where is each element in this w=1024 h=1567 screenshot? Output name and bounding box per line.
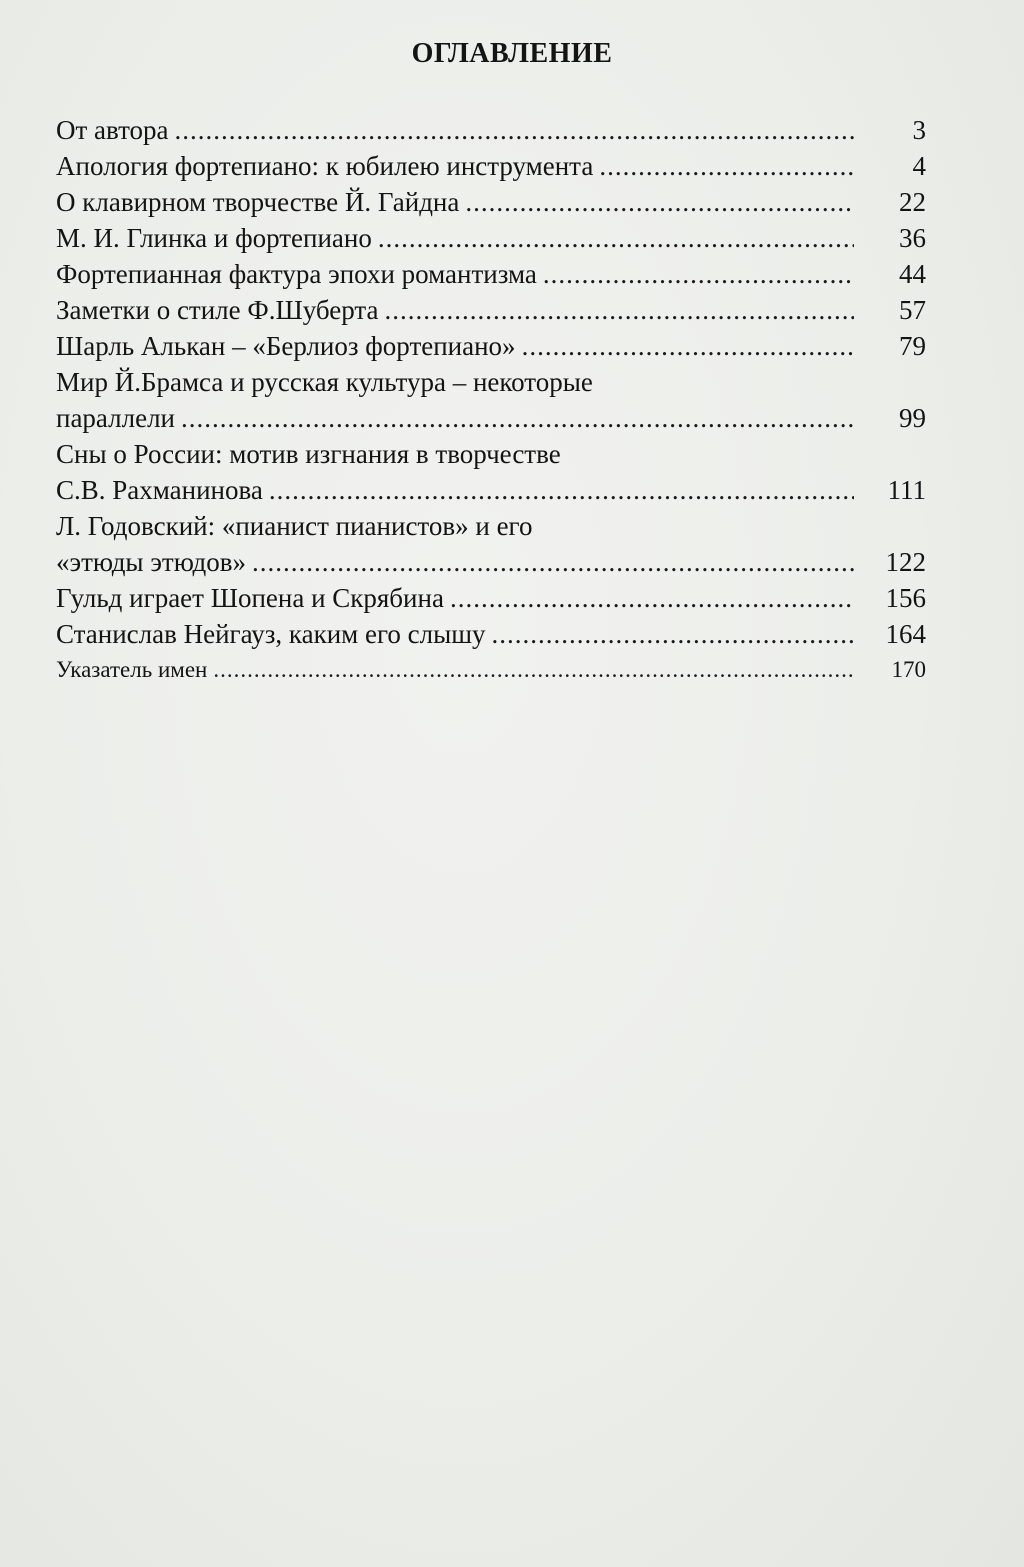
toc-entry-title: Гульд играет Шопена и Скрябина xyxy=(56,583,444,613)
toc-entry-line xyxy=(56,292,926,328)
toc-entry-title: Указатель имен xyxy=(56,657,208,682)
toc-entry xyxy=(56,220,926,256)
toc-entry-title: Апология фортепиано: к юбилею инструмента xyxy=(56,151,594,181)
toc-page-number: 44 xyxy=(899,259,926,289)
dot-leader xyxy=(378,220,854,256)
toc-entry-line xyxy=(56,148,926,184)
dot-leader xyxy=(175,112,854,148)
toc-entry-line xyxy=(56,508,926,544)
toc-entry-title: «этюды этюдов» xyxy=(56,547,246,577)
toc-entry-title: Фортепианная фактура эпохи романтизма xyxy=(56,259,537,289)
toc-entry-title: О клавирном творчестве Й. Гайдна xyxy=(56,187,460,217)
toc-entry-line xyxy=(56,112,926,148)
toc-page-number: 36 xyxy=(899,223,926,253)
dot-leader xyxy=(450,580,854,616)
dot-leader xyxy=(522,328,854,364)
toc-page-number: 57 xyxy=(899,295,926,325)
toc-entry-line xyxy=(56,580,926,616)
toc-entry xyxy=(56,436,926,508)
dot-leader xyxy=(269,472,854,508)
toc-entry-line xyxy=(56,472,926,508)
dot-leader xyxy=(543,256,854,292)
dot-leader xyxy=(492,616,854,652)
toc-page-number: 156 xyxy=(885,583,926,613)
toc-page-number: 4 xyxy=(912,151,926,181)
toc-page-number: 170 xyxy=(891,657,926,682)
toc-entry-line xyxy=(56,220,926,256)
toc-entry-line xyxy=(56,364,926,400)
table-of-contents xyxy=(56,112,926,688)
toc-entry-line xyxy=(56,544,926,580)
toc-page-number: 122 xyxy=(885,547,926,577)
dot-leader xyxy=(599,148,854,184)
toc-entry-title: Мир Й.Брамса и русская культура – некоторые xyxy=(56,367,593,397)
toc-entry xyxy=(56,184,926,220)
toc-entry xyxy=(56,364,926,436)
toc-entry-title: С.В. Рахманинова xyxy=(56,475,263,505)
toc-entry xyxy=(56,292,926,328)
toc-entry-line xyxy=(56,436,926,472)
dot-leader xyxy=(181,400,854,436)
toc-entry xyxy=(56,148,926,184)
toc-entry-line xyxy=(56,328,926,364)
toc-page-number: 111 xyxy=(887,475,926,505)
toc-heading: ОГЛАВЛЕНИЕ xyxy=(411,38,613,69)
toc-page-number: 99 xyxy=(899,403,926,433)
toc-entry-line xyxy=(56,256,926,292)
toc-entry xyxy=(56,580,926,616)
toc-entry xyxy=(56,112,926,148)
dot-leader xyxy=(252,544,854,580)
dot-leader xyxy=(384,292,854,328)
toc-entry xyxy=(56,652,926,688)
toc-entry xyxy=(56,328,926,364)
toc-page-number: 79 xyxy=(899,331,926,361)
toc-entry xyxy=(56,508,926,580)
toc-entry-title: Станислав Нейгауз, каким его слышу xyxy=(56,619,486,649)
toc-entry-title: Шарль Алькан – «Берлиоз фортепиано» xyxy=(56,331,516,361)
toc-entry xyxy=(56,616,926,652)
toc-entry-title: Заметки о стиле Ф.Шуберта xyxy=(56,295,379,325)
toc-entry-title: Л. Годовский: «пианист пианистов» и его xyxy=(56,511,533,541)
toc-entry xyxy=(56,256,926,292)
toc-entry-title: М. И. Глинка и фортепиано xyxy=(56,223,372,253)
toc-entry-line xyxy=(56,652,926,688)
toc-entry-line xyxy=(56,616,926,652)
toc-entry-title: параллели xyxy=(56,403,176,433)
toc-entry-title: От автора xyxy=(56,115,169,145)
dot-leader xyxy=(213,652,854,688)
toc-entry-line xyxy=(56,184,926,220)
toc-page-number: 22 xyxy=(899,187,926,217)
toc-entry-title: Сны о России: мотив изгнания в творчестве xyxy=(56,439,561,469)
toc-page-number: 3 xyxy=(912,115,926,145)
toc-page-number: 164 xyxy=(885,619,926,649)
dot-leader xyxy=(465,184,854,220)
toc-entry-line xyxy=(56,400,926,436)
